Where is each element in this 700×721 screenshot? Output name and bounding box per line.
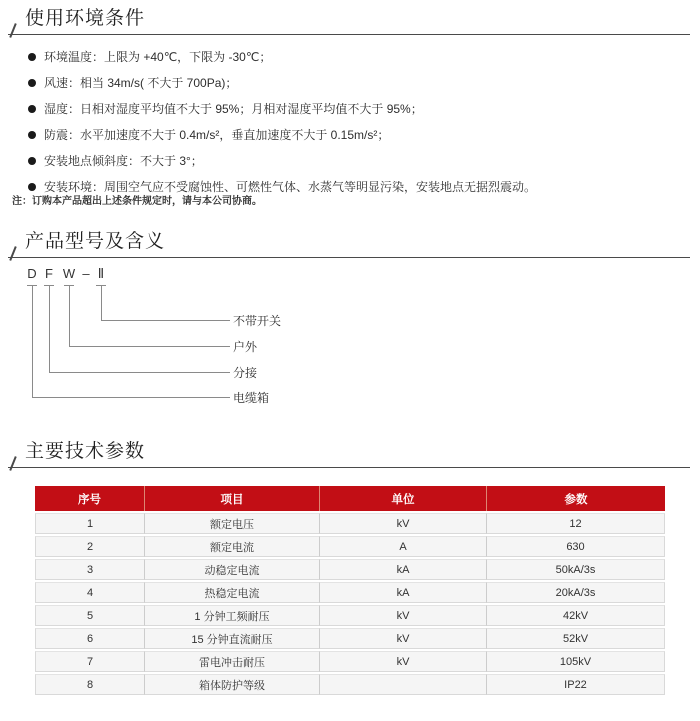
model-letter-dash: –	[82, 266, 90, 281]
bullet-icon	[28, 79, 36, 87]
cell-parameter: 50kA/3s	[487, 559, 665, 580]
column-header-index: 序号	[35, 486, 145, 511]
cell-parameter: 42kV	[487, 605, 665, 626]
model-meaning-label: 户外	[233, 340, 258, 354]
list-item	[28, 128, 688, 142]
cell-item: 动稳定电流	[145, 559, 320, 580]
model-letter-d: D	[27, 266, 37, 281]
cell-unit: kV	[320, 651, 487, 672]
bullet-icon	[28, 157, 36, 165]
cell-index: 3	[35, 559, 145, 580]
environment-conditions-list	[28, 50, 688, 206]
bullet-text: 防震：水平加速度不大于 0.4m/s²，垂直加速度不大于 0.15m/s²；	[44, 128, 390, 142]
cell-item: 15 分钟直流耐压	[145, 628, 320, 649]
model-meaning-label: 分接	[233, 366, 258, 380]
section-header-environment	[8, 7, 690, 35]
bullet-icon	[28, 131, 36, 139]
section-header-parameters	[8, 440, 690, 468]
model-code-diagram	[20, 265, 420, 410]
list-item	[28, 154, 688, 168]
cell-item: 额定电流	[145, 536, 320, 557]
column-header-item: 项目	[145, 486, 320, 511]
cell-parameter: 12	[487, 513, 665, 534]
bullet-text: 安装地点倾斜度：不大于 3°；	[44, 154, 203, 168]
list-item	[28, 50, 688, 64]
model-letter-ii: Ⅱ	[97, 266, 105, 281]
table-row	[35, 628, 665, 649]
cell-unit: kA	[320, 582, 487, 603]
cell-unit: kV	[320, 605, 487, 626]
cell-item: 1 分钟工频耐压	[145, 605, 320, 626]
model-letter-f: F	[45, 266, 53, 281]
model-meaning-label: 电缆箱	[233, 391, 270, 405]
table-header-row	[35, 486, 665, 511]
parameters-table	[35, 484, 665, 697]
cell-parameter: 105kV	[487, 651, 665, 672]
list-item	[28, 76, 688, 90]
cell-item: 额定电压	[145, 513, 320, 534]
model-letter-w: W	[62, 266, 76, 281]
bullet-icon	[28, 183, 36, 191]
column-header-parameter: 参数	[487, 486, 665, 511]
order-note: 注：订购本产品超出上述条件规定时，请与本公司协商。	[12, 196, 262, 207]
cell-index: 1	[35, 513, 145, 534]
cell-parameter: 52kV	[487, 628, 665, 649]
table-row	[35, 605, 665, 626]
cell-index: 5	[35, 605, 145, 626]
table-row	[35, 651, 665, 672]
cell-unit: A	[320, 536, 487, 557]
cell-parameter: IP22	[487, 674, 665, 695]
bullet-text: 风速：相当 34m/s( 不大于 700Pa)；	[44, 76, 238, 90]
cell-parameter: 630	[487, 536, 665, 557]
cell-unit	[320, 674, 487, 695]
table-row	[35, 513, 665, 534]
cell-unit: kV	[320, 628, 487, 649]
list-item	[28, 180, 688, 194]
cell-index: 8	[35, 674, 145, 695]
parameters-table-wrap	[35, 484, 665, 697]
table-row	[35, 582, 665, 603]
list-item	[28, 102, 688, 116]
cell-parameter: 20kA/3s	[487, 582, 665, 603]
table-row	[35, 536, 665, 557]
bullet-text: 湿度：日相对湿度平均值不大于 95%；月相对湿度平均值不大于 95%；	[44, 102, 423, 116]
cell-unit: kV	[320, 513, 487, 534]
table-row	[35, 674, 665, 695]
cell-index: 4	[35, 582, 145, 603]
bullet-text: 环境温度：上限为 +40℃，下限为 -30℃；	[44, 50, 272, 64]
connector-line-d	[32, 286, 230, 398]
cell-index: 2	[35, 536, 145, 557]
section-title-environment: 使用环境条件	[25, 8, 146, 29]
model-meaning-label: 不带开关	[233, 314, 282, 328]
section-title-model: 产品型号及含义	[25, 231, 166, 252]
cell-item: 雷电冲击耐压	[145, 651, 320, 672]
column-header-unit: 单位	[320, 486, 487, 511]
bullet-icon	[28, 105, 36, 113]
cell-item: 箱体防护等级	[145, 674, 320, 695]
bullet-icon	[28, 53, 36, 61]
cell-unit: kA	[320, 559, 487, 580]
section-header-model	[8, 230, 690, 258]
cell-item: 热稳定电流	[145, 582, 320, 603]
table-row	[35, 559, 665, 580]
bullet-text: 安装环境：周围空气应不受腐蚀性、可燃性气体、水蒸气等明显污染，安装地点无据烈震动。	[44, 180, 537, 194]
cell-index: 6	[35, 628, 145, 649]
cell-index: 7	[35, 651, 145, 672]
section-title-parameters: 主要技术参数	[25, 441, 146, 462]
